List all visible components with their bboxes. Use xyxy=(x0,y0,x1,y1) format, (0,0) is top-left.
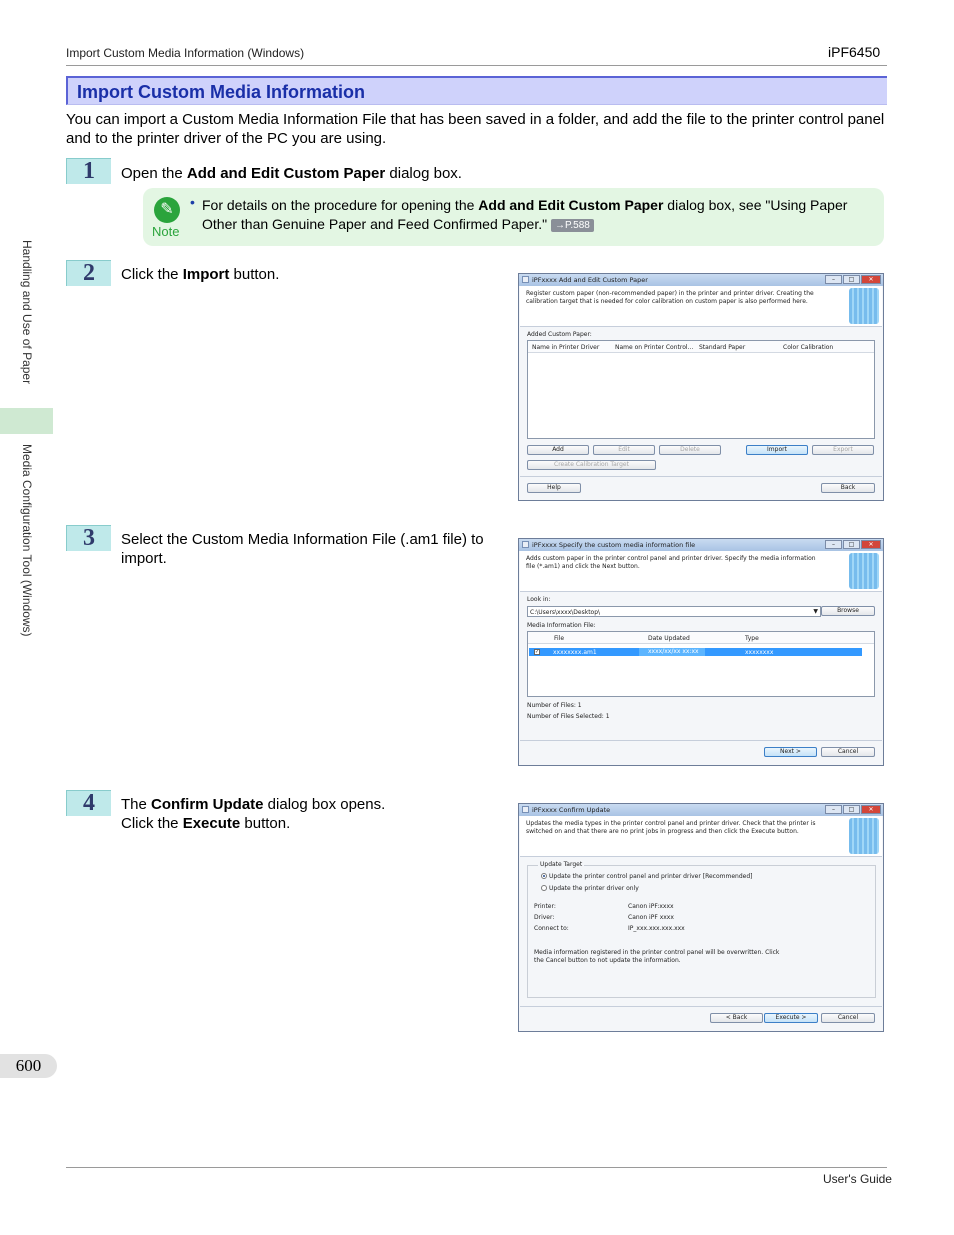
cancel-button[interactable]: Cancel xyxy=(821,747,875,757)
note-label: Note xyxy=(152,224,180,239)
app-icon xyxy=(522,276,529,283)
update-driver-only-radio[interactable] xyxy=(541,885,547,891)
chevron-down-icon[interactable]: ▼ xyxy=(813,608,818,615)
maximize-icon[interactable]: □ xyxy=(843,805,860,814)
column-header[interactable]: Standard Paper xyxy=(699,344,746,351)
specify-media-file-dialog xyxy=(518,538,884,766)
printer-logo-icon xyxy=(849,553,879,589)
footer-guide-name: User's Guide xyxy=(823,1172,892,1186)
confirm-update-dialog xyxy=(518,803,884,1032)
create-calibration-target-button[interactable]: Create Calibration Target xyxy=(527,460,656,470)
note-box xyxy=(143,188,884,246)
step-1-text: Open the Add and Edit Custom Paper dialog box. xyxy=(121,165,462,182)
printer-label: Printer: xyxy=(534,903,556,910)
dialog-titlebar xyxy=(519,804,883,816)
printer-logo-icon xyxy=(849,288,879,324)
number-of-files-selected: Number of Files Selected: 1 xyxy=(527,713,610,720)
look-in-value: C:\Users\xxxx\Desktop\ xyxy=(530,609,601,616)
dialog-titlebar xyxy=(519,274,883,286)
printer-logo-icon xyxy=(849,818,879,854)
close-icon[interactable]: ✕ xyxy=(861,540,881,549)
dialog-description: Updates the media types in the printer control panel and printer driver. Check that the printer is switched on and that there are no print jobs in progress and then click the Execute button. xyxy=(526,820,816,835)
column-header[interactable]: Color Calibration xyxy=(783,344,834,351)
back-button[interactable]: < Back xyxy=(710,1013,763,1023)
dialog-divider xyxy=(520,1006,882,1007)
dialog-divider xyxy=(520,476,882,477)
dialog-description: Register custom paper (non-recommended paper) in the printer and printer driver. Creating the calibration target that is needed for color calibration on custom paper is also performed here. xyxy=(526,290,814,305)
sidebar-chapter-tab xyxy=(0,408,53,434)
close-icon[interactable]: ✕ xyxy=(861,275,881,284)
section-title-bar xyxy=(66,76,887,105)
running-header-left: Import Custom Media Information (Windows) xyxy=(66,46,305,60)
browse-button[interactable]: Browse xyxy=(821,606,875,616)
edit-button[interactable]: Edit xyxy=(593,445,655,455)
update-target-label: Update Target xyxy=(540,861,583,868)
sidebar-section-label: Media Configuration Tool (Windows) xyxy=(20,444,34,637)
note-bullet: • xyxy=(190,194,195,210)
sidebar-chapter-label: Handling and Use of Paper xyxy=(20,240,34,385)
close-icon[interactable]: ✕ xyxy=(861,805,881,814)
maximize-icon[interactable]: □ xyxy=(843,275,860,284)
dialog-description: Adds custom paper in the printer control panel and printer driver. Specify the media information file (*.am1) and click the Next button. xyxy=(526,555,816,570)
step-4-text: The Confirm Update dialog box opens. Click the Execute button. xyxy=(121,796,386,832)
number-of-files: Number of Files: 1 xyxy=(527,702,582,709)
page-number: 600 xyxy=(0,1054,57,1078)
overwrite-warning: Media information registered in the printer control panel will be overwritten. Click the Cancel button to not update the information. xyxy=(534,949,780,964)
note-text: For details on the procedure for opening the Add and Edit Custom Paper dialog box, see "Using Paper Other than Genuine Paper and Feed Confirmed Paper." →P.588 xyxy=(202,197,848,232)
add-edit-custom-paper-dialog xyxy=(518,273,884,501)
back-button[interactable]: Back xyxy=(821,483,875,493)
pencil-icon: ✎ xyxy=(154,197,180,223)
file-name-cell: xxxxxxxx.am1 xyxy=(553,649,597,656)
media-file-label: Media Information File: xyxy=(527,622,596,629)
minimize-icon[interactable]: – xyxy=(825,805,842,814)
dialog-description-band xyxy=(520,286,882,327)
custom-paper-list[interactable] xyxy=(527,340,875,439)
dialog-description-band xyxy=(520,551,882,592)
step-number-4: 4 xyxy=(66,790,111,816)
page-reference-link[interactable]: →P.588 xyxy=(551,219,594,232)
cancel-button[interactable]: Cancel xyxy=(821,1013,875,1023)
delete-button[interactable]: Delete xyxy=(659,445,721,455)
list-header xyxy=(528,632,874,644)
update-driver-only-label[interactable]: Update the printer driver only xyxy=(549,885,639,892)
dialog-description-band xyxy=(520,816,882,857)
footer-rule xyxy=(66,1167,887,1168)
step-number-2: 2 xyxy=(66,260,111,286)
column-header[interactable]: Name on Printer Control... xyxy=(615,344,694,351)
import-button[interactable]: Import xyxy=(746,445,808,455)
section-title: Import Custom Media Information xyxy=(77,82,365,102)
file-checkbox[interactable]: ✓ xyxy=(535,649,540,655)
printer-value: Canon iPF:xxxx xyxy=(628,903,674,910)
connect-to-label: Connect to: xyxy=(534,925,569,932)
dialog-title: iPFxxxx Specify the custom media information file xyxy=(532,541,696,549)
maximize-icon[interactable]: □ xyxy=(843,540,860,549)
app-icon xyxy=(522,541,529,548)
running-header-model: iPF6450 xyxy=(828,44,881,60)
type-cell: xxxxxxxx xyxy=(745,649,774,656)
add-button[interactable]: Add xyxy=(527,445,589,455)
dialog-title: iPFxxxx Confirm Update xyxy=(532,806,611,814)
step-3-text: Select the Custom Media Information File (.am1 file) to import. xyxy=(121,531,484,567)
header-rule xyxy=(66,65,887,66)
update-both-radio[interactable] xyxy=(541,873,547,879)
step-number-1: 1 xyxy=(66,158,111,184)
media-file-list[interactable] xyxy=(527,631,875,697)
driver-label: Driver: xyxy=(534,914,555,921)
driver-value: Canon iPF xxxx xyxy=(628,914,674,921)
connect-to-value: IP_xxx.xxx.xxx.xxx xyxy=(628,925,685,932)
dialog-divider xyxy=(520,740,882,741)
minimize-icon[interactable]: – xyxy=(825,540,842,549)
step-number-3: 3 xyxy=(66,525,111,551)
update-both-label[interactable]: Update the printer control panel and printer driver [Recommended] xyxy=(549,873,753,880)
column-header[interactable]: Date Updated xyxy=(648,635,690,642)
date-updated-cell: xxxx/xx/xx xx:xx xyxy=(639,648,705,656)
execute-button[interactable]: Execute > xyxy=(764,1013,818,1023)
export-button[interactable]: Export xyxy=(812,445,874,455)
minimize-icon[interactable]: – xyxy=(825,275,842,284)
intro-paragraph: You can import a Custom Media Information File that has been saved in a folder, and add the file to the printer control panel and to the printer driver of the PC you are using. xyxy=(66,111,885,147)
table-row[interactable] xyxy=(529,648,862,656)
dialog-titlebar xyxy=(519,539,883,551)
step-2-text: Click the Import button. xyxy=(121,266,280,283)
help-button[interactable]: Help xyxy=(527,483,581,493)
look-in-combobox[interactable] xyxy=(527,606,821,617)
added-custom-paper-label: Added Custom Paper: xyxy=(527,331,592,338)
column-header[interactable]: File xyxy=(554,635,565,642)
column-header[interactable]: Name in Printer Driver xyxy=(532,344,600,351)
dialog-title: iPFxxxx Add and Edit Custom Paper xyxy=(532,276,648,284)
look-in-label: Look in: xyxy=(527,596,551,603)
app-icon xyxy=(522,806,529,813)
next-button[interactable]: Next > xyxy=(764,747,817,757)
column-header[interactable]: Type xyxy=(745,635,759,642)
